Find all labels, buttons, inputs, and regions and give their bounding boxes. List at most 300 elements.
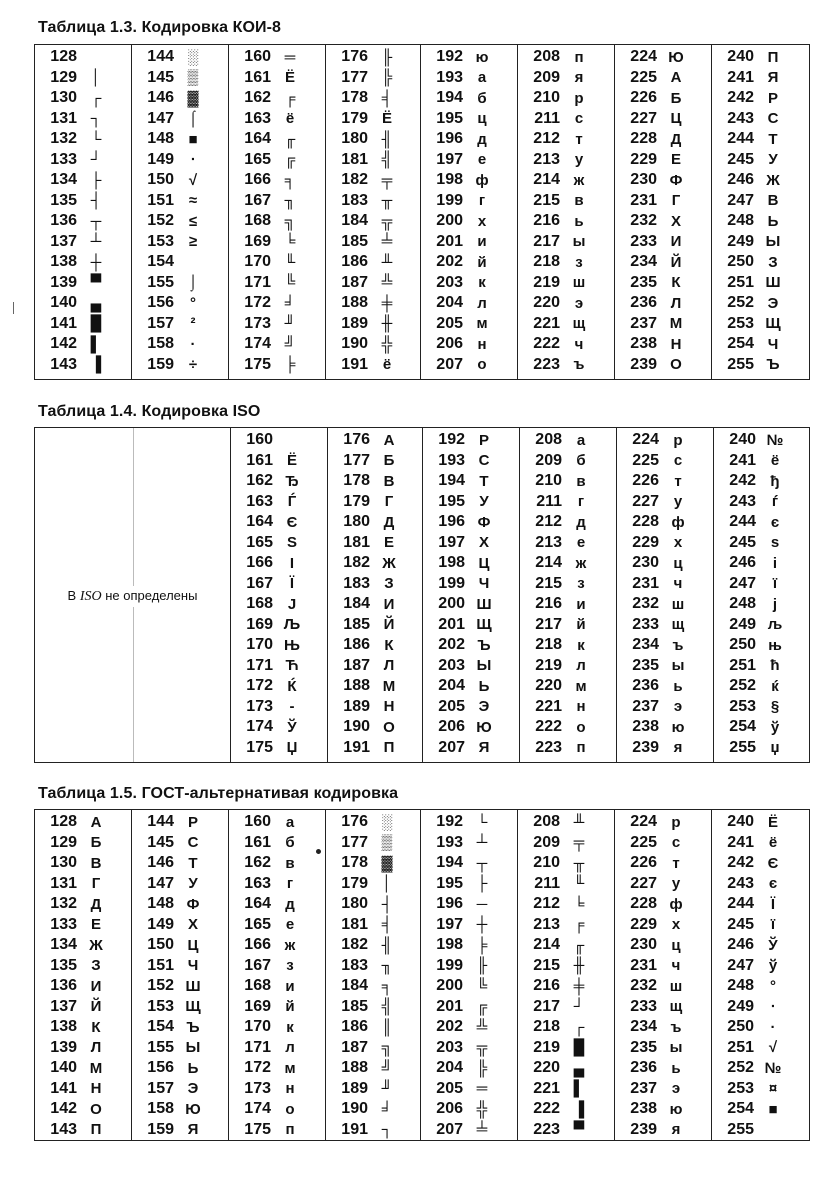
code-number: 169	[244, 232, 271, 250]
code-row	[615, 1079, 711, 1100]
code-number: 200	[436, 212, 463, 230]
code-number: 231	[630, 191, 657, 209]
code-number: 219	[533, 273, 560, 291]
code-row	[518, 1120, 614, 1141]
code-row	[617, 533, 713, 554]
code-character: ╝	[284, 335, 296, 353]
code-number: 202	[438, 636, 465, 654]
code-character: Н	[90, 1080, 102, 1098]
code-row	[35, 191, 131, 212]
code-row	[35, 68, 131, 89]
code-character: Ї	[289, 575, 295, 593]
code-row	[615, 1017, 711, 1038]
code-character: р	[574, 89, 584, 107]
code-character: Э	[478, 698, 490, 716]
code-character: х	[673, 534, 683, 552]
code-character: Ю	[476, 718, 492, 736]
code-row	[326, 812, 420, 833]
code-row	[712, 812, 808, 833]
code-character: Ё	[767, 813, 779, 831]
code-number: 251	[727, 1038, 754, 1056]
code-character: Й	[670, 253, 682, 271]
code-number: 215	[533, 191, 560, 209]
code-number: 171	[244, 1038, 271, 1056]
code-character: ╝	[381, 1059, 393, 1077]
code-row	[229, 47, 325, 68]
code-number: 253	[729, 697, 756, 715]
code-row	[229, 1038, 325, 1059]
code-row	[229, 170, 325, 191]
code-row	[712, 1017, 808, 1038]
code-character: ф	[475, 171, 489, 189]
code-row	[615, 997, 711, 1018]
code-number: 146	[147, 89, 174, 107]
code-number: 239	[632, 738, 659, 756]
code-number: 209	[535, 451, 562, 469]
code-row	[35, 88, 131, 109]
code-character: Д	[90, 895, 102, 913]
code-row	[712, 47, 808, 68]
code-character: й	[285, 998, 295, 1016]
code-character: ╟	[381, 48, 393, 66]
code-number: 158	[147, 335, 174, 353]
code-row	[421, 812, 517, 833]
code-number: 144	[147, 813, 174, 831]
code-character: ж	[573, 171, 585, 189]
code-row	[421, 853, 517, 874]
code-number: 209	[533, 833, 560, 851]
code-character: б	[477, 89, 487, 107]
code-row	[229, 191, 325, 212]
code-number: 172	[244, 294, 271, 312]
code-number: 210	[533, 89, 560, 107]
code-row	[615, 68, 711, 89]
code-row	[132, 170, 228, 191]
code-row	[518, 211, 614, 232]
code-row	[615, 211, 711, 232]
code-number: 167	[246, 574, 273, 592]
code-number: 202	[436, 1018, 463, 1036]
code-number: 242	[727, 854, 754, 872]
code-character: в	[576, 472, 586, 490]
code-number: 162	[246, 472, 273, 490]
code-character: И	[670, 233, 682, 251]
code-row	[518, 293, 614, 314]
code-character: ч	[673, 575, 683, 593]
code-row	[132, 191, 228, 212]
code-character: Ц	[187, 936, 199, 954]
code-character: ╘	[573, 895, 585, 913]
code-number: 214	[533, 936, 560, 954]
code-character: Ю	[668, 48, 684, 66]
code-character: ░	[381, 813, 393, 831]
code-number: 167	[244, 956, 271, 974]
code-row	[229, 150, 325, 171]
code-number: 233	[630, 232, 657, 250]
code-character: Е	[90, 916, 101, 934]
code-character: О	[670, 356, 682, 374]
code-row	[35, 956, 131, 977]
code-number: 183	[341, 956, 368, 974]
code-row	[518, 833, 614, 854]
code-row	[35, 355, 131, 376]
code-number: 233	[630, 997, 657, 1015]
code-row	[132, 334, 228, 355]
code-number: 248	[727, 212, 754, 230]
code-character: о	[576, 718, 586, 736]
code-number: 160	[244, 48, 271, 66]
code-row	[520, 717, 616, 738]
code-row	[328, 492, 422, 513]
code-character: л	[477, 294, 487, 312]
code-row	[518, 47, 614, 68]
code-character: ▀	[90, 274, 102, 292]
code-number: 244	[727, 130, 754, 148]
code-character: ▐	[573, 1100, 585, 1118]
code-row	[518, 997, 614, 1018]
code-character: ¤	[768, 1080, 778, 1098]
code-row	[617, 656, 713, 677]
code-row	[712, 956, 808, 977]
code-row	[132, 109, 228, 130]
code-row	[617, 717, 713, 738]
code-number: 185	[343, 615, 370, 633]
code-number: 205	[436, 314, 463, 332]
table-koi8	[34, 44, 810, 380]
code-row	[520, 635, 616, 656]
code-character: ╧	[476, 1121, 488, 1139]
code-number: 224	[630, 813, 657, 831]
code-number: 234	[632, 636, 659, 654]
code-number: 243	[727, 109, 754, 127]
code-row	[421, 935, 517, 956]
code-column	[423, 428, 520, 762]
code-number: 189	[341, 314, 368, 332]
code-number: 165	[244, 150, 271, 168]
code-row	[132, 150, 228, 171]
code-row	[326, 1099, 420, 1120]
code-number: 209	[533, 68, 560, 86]
code-character: о	[285, 1100, 295, 1118]
code-row	[617, 471, 713, 492]
code-row	[714, 492, 809, 513]
margin-mark	[13, 302, 14, 314]
code-number: 138	[50, 1018, 77, 1036]
code-number: 173	[244, 1079, 271, 1097]
code-character: Р	[187, 813, 198, 831]
code-row	[35, 273, 131, 294]
code-row	[520, 553, 616, 574]
code-number: 130	[50, 89, 77, 107]
code-character: у	[673, 493, 683, 511]
code-character: њ	[768, 636, 782, 654]
code-number: 230	[630, 936, 657, 954]
code-character: ў	[768, 957, 778, 975]
code-row	[423, 533, 519, 554]
code-number: 213	[533, 150, 560, 168]
code-character: д	[576, 513, 586, 531]
code-character: ш	[572, 274, 586, 292]
code-character: ╖	[381, 957, 393, 975]
code-number: 220	[533, 294, 560, 312]
code-row	[326, 170, 420, 191]
code-number: 148	[147, 895, 174, 913]
code-character: А	[383, 431, 395, 449]
code-character: ╥	[381, 192, 393, 210]
code-number: 234	[630, 253, 657, 271]
code-character: ╩	[381, 274, 393, 292]
code-row	[326, 874, 420, 895]
code-number: 174	[244, 335, 271, 353]
code-row	[520, 471, 616, 492]
code-row	[231, 738, 327, 759]
code-row	[712, 1079, 808, 1100]
code-row	[615, 812, 711, 833]
code-row	[423, 717, 519, 738]
code-number: 226	[632, 472, 659, 490]
code-row	[617, 594, 713, 615]
code-character: Б	[670, 89, 682, 107]
code-number: 160	[244, 813, 271, 831]
code-number: 221	[535, 697, 562, 715]
code-character: ╛	[284, 294, 296, 312]
code-number: 217	[533, 232, 560, 250]
code-row	[421, 355, 517, 376]
code-character: э	[574, 294, 584, 312]
code-number: 238	[630, 1100, 657, 1118]
code-character: й	[576, 616, 586, 634]
code-character: Ё	[284, 69, 296, 87]
code-character: Э	[767, 294, 779, 312]
code-number: 252	[729, 677, 756, 695]
code-character: и	[285, 977, 295, 995]
code-row	[132, 293, 228, 314]
code-number: 188	[341, 1059, 368, 1077]
code-row	[326, 88, 420, 109]
code-row	[132, 314, 228, 335]
code-character: а	[285, 813, 295, 831]
code-number: 170	[246, 636, 273, 654]
code-number: 186	[341, 253, 368, 271]
code-number: 160	[246, 431, 273, 449]
code-character: ╦	[476, 1039, 488, 1057]
code-row	[326, 1017, 420, 1038]
code-row	[231, 676, 327, 697]
code-number: 182	[341, 171, 368, 189]
code-row	[35, 812, 131, 833]
code-number: 129	[50, 68, 77, 86]
code-row	[518, 894, 614, 915]
code-number: 228	[630, 895, 657, 913]
code-number: 253	[727, 1079, 754, 1097]
code-row	[712, 935, 808, 956]
code-number: 163	[244, 109, 271, 127]
code-row	[326, 1058, 420, 1079]
code-number: 205	[436, 1079, 463, 1097]
code-character: г	[577, 493, 585, 511]
code-row	[35, 1120, 131, 1141]
code-character: ї	[770, 916, 776, 934]
code-character: т	[674, 472, 682, 490]
code-row	[520, 615, 616, 636]
code-number: 252	[727, 1059, 754, 1077]
code-row	[615, 1038, 711, 1059]
code-number: 143	[50, 1120, 77, 1138]
code-number: 133	[50, 150, 77, 168]
code-character: Ж	[766, 171, 780, 189]
code-row	[714, 635, 809, 656]
code-character: У	[768, 151, 778, 169]
code-row	[229, 1017, 325, 1038]
table-gost	[34, 809, 810, 1141]
code-number: 235	[630, 1038, 657, 1056]
code-row	[35, 1099, 131, 1120]
code-row	[712, 833, 808, 854]
code-number: 218	[533, 1018, 560, 1036]
code-character: ⌠	[188, 110, 198, 128]
code-number: 230	[630, 171, 657, 189]
code-character: э	[671, 1080, 681, 1098]
code-number: 249	[727, 232, 754, 250]
code-row	[229, 211, 325, 232]
code-number: 228	[632, 513, 659, 531]
code-character: ╨	[573, 813, 585, 831]
code-character: й	[477, 253, 487, 271]
code-row	[518, 88, 614, 109]
code-character: ╢	[381, 936, 393, 954]
code-character: Ѓ	[287, 493, 297, 511]
code-character: д	[477, 130, 487, 148]
code-character: ь	[673, 677, 683, 695]
code-row	[518, 1079, 614, 1100]
code-character: з	[575, 253, 583, 271]
code-row	[421, 232, 517, 253]
code-number: 157	[147, 1079, 174, 1097]
code-number: 141	[50, 314, 77, 332]
code-number: 167	[244, 191, 271, 209]
code-number: 212	[533, 130, 560, 148]
code-number: 156	[147, 1059, 174, 1077]
code-character: з	[577, 575, 585, 593]
code-column	[520, 428, 617, 762]
code-character: с	[574, 110, 584, 128]
code-row	[714, 615, 809, 636]
code-row	[132, 355, 228, 376]
code-row	[421, 252, 517, 273]
code-number: 178	[341, 89, 368, 107]
code-row	[328, 430, 422, 451]
code-character: ├	[90, 171, 102, 189]
code-row	[712, 109, 808, 130]
code-number: 218	[533, 253, 560, 271]
code-character: Ё	[286, 452, 298, 470]
code-number: 159	[147, 355, 174, 373]
code-row	[518, 109, 614, 130]
code-column	[615, 45, 712, 379]
code-column	[421, 810, 518, 1140]
code-row	[712, 293, 808, 314]
code-number: 180	[341, 130, 368, 148]
code-number: 207	[438, 738, 465, 756]
code-number: 247	[729, 574, 756, 592]
code-number: 139	[50, 1038, 77, 1056]
code-character: П	[90, 1121, 102, 1139]
code-number: 246	[727, 171, 754, 189]
code-row	[518, 915, 614, 936]
code-row	[617, 451, 713, 472]
code-number: 237	[632, 697, 659, 715]
code-row	[615, 956, 711, 977]
code-character: √	[188, 171, 198, 189]
code-row	[714, 574, 809, 595]
code-number: 228	[630, 130, 657, 148]
code-number: 128	[50, 48, 77, 66]
code-row	[421, 211, 517, 232]
code-character: ▄	[90, 294, 102, 312]
code-character: ╒	[573, 916, 585, 934]
code-character: ╚	[476, 977, 488, 995]
code-character: Ю	[185, 1100, 201, 1118]
code-character: И	[90, 977, 102, 995]
code-character: н	[285, 1080, 295, 1098]
code-number: 255	[729, 738, 756, 756]
code-number: 157	[147, 314, 174, 332]
code-character: №	[766, 431, 784, 449]
code-row	[35, 833, 131, 854]
code-row	[421, 293, 517, 314]
code-character: ѓ	[771, 493, 779, 511]
code-character: ё	[285, 110, 295, 128]
code-row	[714, 697, 809, 718]
code-character: s	[770, 534, 780, 552]
code-row	[421, 273, 517, 294]
code-column	[35, 45, 132, 379]
code-character: Ш	[476, 595, 492, 613]
code-row	[229, 293, 325, 314]
code-number: 217	[535, 615, 562, 633]
code-number: 193	[438, 451, 465, 469]
code-character: Т	[768, 130, 778, 148]
code-row	[712, 170, 808, 191]
code-character: ю	[671, 718, 685, 736]
code-number: 196	[438, 513, 465, 531]
code-number: 229	[630, 915, 657, 933]
code-character: ╕	[381, 977, 393, 995]
code-number: 137	[50, 997, 77, 1015]
code-character: є	[770, 513, 780, 531]
code-number: 152	[147, 212, 174, 230]
code-row	[615, 1099, 711, 1120]
code-number: 154	[147, 1018, 174, 1036]
code-row	[231, 574, 327, 595]
code-character: █	[90, 315, 102, 333]
code-number: 163	[246, 492, 273, 510]
code-number: 170	[244, 1018, 271, 1036]
code-character: ч	[671, 957, 681, 975]
code-row	[421, 191, 517, 212]
code-row	[328, 635, 422, 656]
code-number: 236	[632, 677, 659, 695]
code-number: 253	[727, 314, 754, 332]
code-character: ж	[284, 936, 296, 954]
code-number: 169	[244, 997, 271, 1015]
code-character: ╟	[476, 957, 488, 975]
code-row	[712, 273, 808, 294]
code-row	[714, 676, 809, 697]
code-row	[617, 553, 713, 574]
code-number: 150	[147, 171, 174, 189]
code-row	[423, 676, 519, 697]
